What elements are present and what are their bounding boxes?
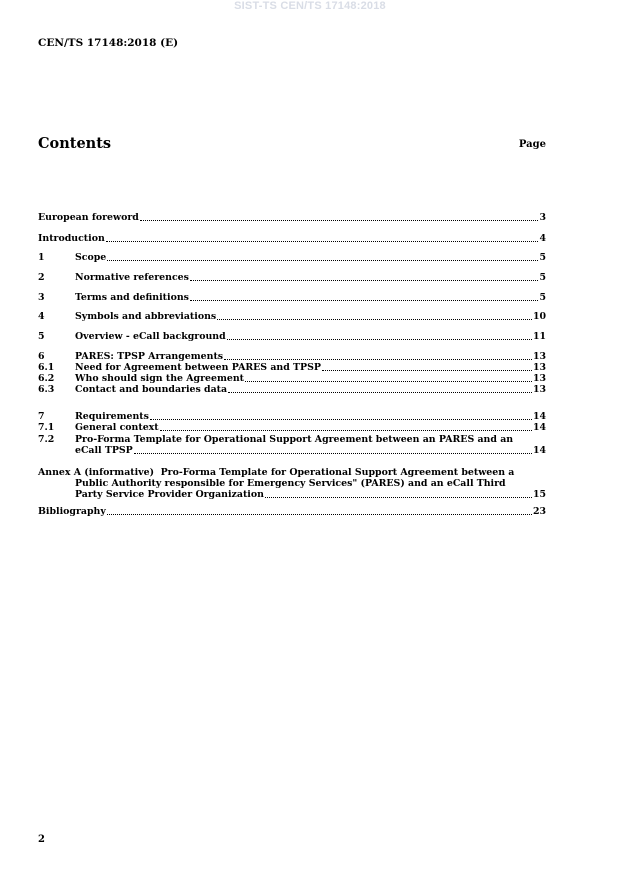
toc-entry-4[interactable] [38,311,546,322]
footer-page-number: 2 [38,834,45,845]
toc-entry-page: 23 [532,506,546,517]
toc-entry-page: 13 [532,373,546,384]
toc-entry-number: 3 [38,292,45,303]
toc-entry-number: 5 [38,331,45,342]
toc-entry-2[interactable] [38,272,546,283]
toc-entry-page: 13 [532,351,546,362]
toc-entry-annex-a-line2[interactable] [38,478,583,489]
toc-entry-page: 14 [532,422,546,433]
document-id: CEN/TS 17148:2018 (E) [38,37,179,49]
toc-entry-number: 7.2 [38,434,55,445]
toc-entry-6[interactable] [38,351,546,362]
toc-entry-5[interactable] [38,331,546,342]
toc-entry-7-2[interactable] [38,445,546,456]
toc-entry-number: 7.1 [38,422,55,433]
toc-entry-introduction[interactable] [38,233,546,244]
toc-entry-number: 6.3 [38,384,55,395]
toc-entry-page: 14 [532,445,546,456]
toc-entry-number: 6.1 [38,362,55,373]
toc-entry-title: European foreword [38,212,139,223]
toc-entry-number: 6.2 [38,373,55,384]
toc-entry-page: 5 [539,292,546,303]
toc-entry-number: 2 [38,272,45,283]
toc-entry-3[interactable] [38,292,546,303]
toc-entry-number: 6 [38,351,45,362]
toc-entry-number: 7 [38,411,45,422]
annex-prefix: Annex A (informative) [38,467,155,478]
toc-entry-title: Need for Agreement between PARES and TPSP [75,362,321,373]
toc-entry-page: 13 [532,384,546,395]
toc-entry-title: Who should sign the Agreement [75,373,244,384]
toc-entry-title: eCall TPSP [75,445,133,456]
toc-entry-6-3[interactable] [38,384,546,395]
toc-entry-page: 15 [532,489,546,500]
toc-entry-title: Contact and boundaries data [75,384,228,395]
toc-entry-6-1[interactable] [38,362,546,373]
toc-entry-page: 10 [532,311,546,322]
toc-entry-7-2-line1[interactable] [38,434,546,445]
toc-entry-title: Requirements [75,411,149,422]
toc-entry-7-1[interactable] [38,422,546,433]
toc-entry-title: Introduction [38,233,105,244]
toc-entry-6-2[interactable] [38,373,546,384]
watermark: SIST-TS CEN/TS 17148:2018 [234,0,386,12]
toc-entry-title: Normative references [75,272,189,283]
toc-entry-foreword[interactable] [38,212,546,223]
toc-entry-title-line: Pro-Forma Template for Operational Support Agreement between a [160,467,515,478]
toc-entry-title-line: Pro-Forma Template for Operational Support Agreement between an PARES and an [75,434,514,445]
toc-entry-1[interactable] [38,252,546,263]
toc-entry-number: 4 [38,311,45,322]
toc-entry-title-line: Public Authority responsible for Emergency Services" (PARES) and an eCall Third [75,478,506,489]
toc-entry-title: Symbols and abbreviations [75,311,217,322]
toc-entry-page: 11 [532,331,546,342]
toc-entry-page: 14 [532,411,546,422]
toc-entry-page: 4 [539,233,546,244]
toc-entry-title: Party Service Provider Organization [75,489,264,500]
toc-entry-page: 5 [539,252,546,263]
contents-title: Contents [38,135,112,152]
toc-entry-page: 3 [539,212,546,223]
toc-entry-title: Overview - eCall background [75,331,226,342]
toc-entry-title: Terms and definitions [75,292,189,303]
toc-entry-title: PARES: TPSP Arrangements [75,351,224,362]
page-column-label: Page [518,139,546,150]
toc-entry-annex-a-line1[interactable] [38,467,546,478]
toc-entry-7[interactable] [38,411,546,422]
toc-entry-page: 5 [539,272,546,283]
toc-entry-title: General context [75,422,159,433]
toc-entry-page: 13 [532,362,546,373]
toc-entry-bibliography[interactable] [38,506,546,517]
toc-entry-title: Scope [75,252,107,263]
toc-entry-annex-a[interactable] [38,489,546,500]
toc-entry-number: 1 [38,252,45,263]
toc-entry-title: Bibliography [38,506,106,517]
